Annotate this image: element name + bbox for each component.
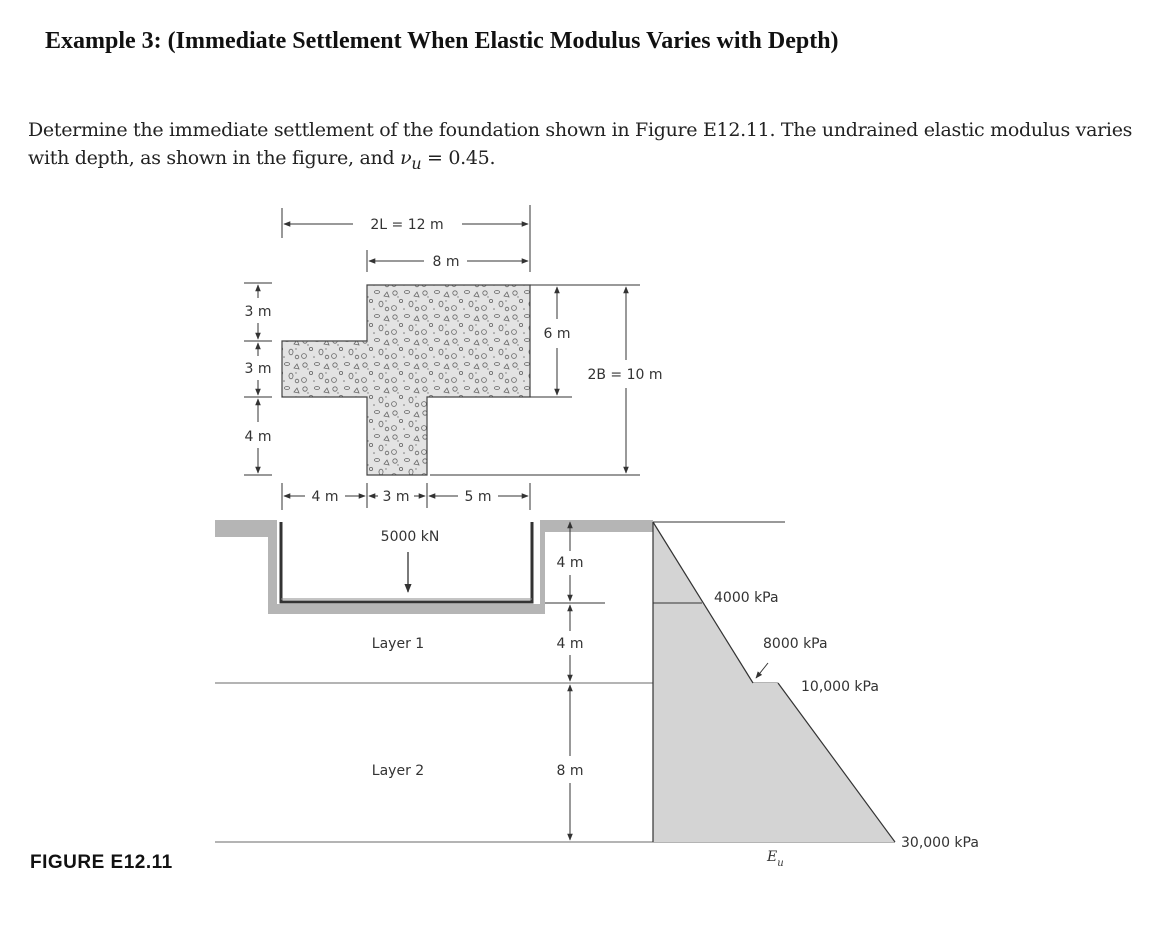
plan-bottom-4m: 4 m <box>311 489 339 505</box>
problem-line-2-start: with depth, as shown in the figure, and <box>28 147 395 169</box>
example-title: Example 3: (Immediate Settlement When Elastic Modulus Varies with Depth) <box>45 28 839 54</box>
plan-left-3m-mid: 3 m <box>244 361 272 377</box>
depth-4m-a: 4 m <box>556 555 584 571</box>
modulus-8000-label: 8000 kPa <box>763 636 828 652</box>
modulus-30000-label: 30,000 kPa <box>901 835 979 851</box>
dim-2L-label: 2L = 12 m <box>370 217 444 233</box>
plan-left-4m: 4 m <box>244 429 272 445</box>
layer-2-label: Layer 2 <box>371 763 425 779</box>
dim-8m-label: 8 m <box>432 254 460 270</box>
depth-8m: 8 m <box>556 763 584 779</box>
plan-bottom-3m: 3 m <box>382 489 410 505</box>
load-label: 5000 kN <box>380 529 440 545</box>
cross-shaped-footing <box>282 285 530 475</box>
problem-line-2-end: = 0.45. <box>421 147 496 169</box>
plan-view <box>244 205 663 510</box>
cross-section <box>215 520 979 869</box>
poisson-symbol: ν <box>400 147 412 169</box>
layer-1-label: Layer 1 <box>371 636 425 652</box>
figure-label: FIGURE E12.11 <box>30 852 173 873</box>
modulus-10000-label: 10,000 kPa <box>801 679 879 695</box>
dim-2B-label: 2B = 10 m <box>587 367 663 383</box>
depth-4m-b: 4 m <box>556 636 584 652</box>
plan-left-3m-top: 3 m <box>244 304 272 320</box>
poisson-subscript: u <box>411 153 422 173</box>
modulus-4000-label: 4000 kPa <box>714 590 779 606</box>
dim-6m-label: 6 m <box>543 326 571 342</box>
problem-line-1: Determine the immediate settlement of the foundation shown in Figure E12.11. The undrained elastic modulus varies <box>28 119 1133 141</box>
modulus-symbol: $E_u$ <box>767 849 784 869</box>
plan-bottom-5m: 5 m <box>464 489 492 505</box>
